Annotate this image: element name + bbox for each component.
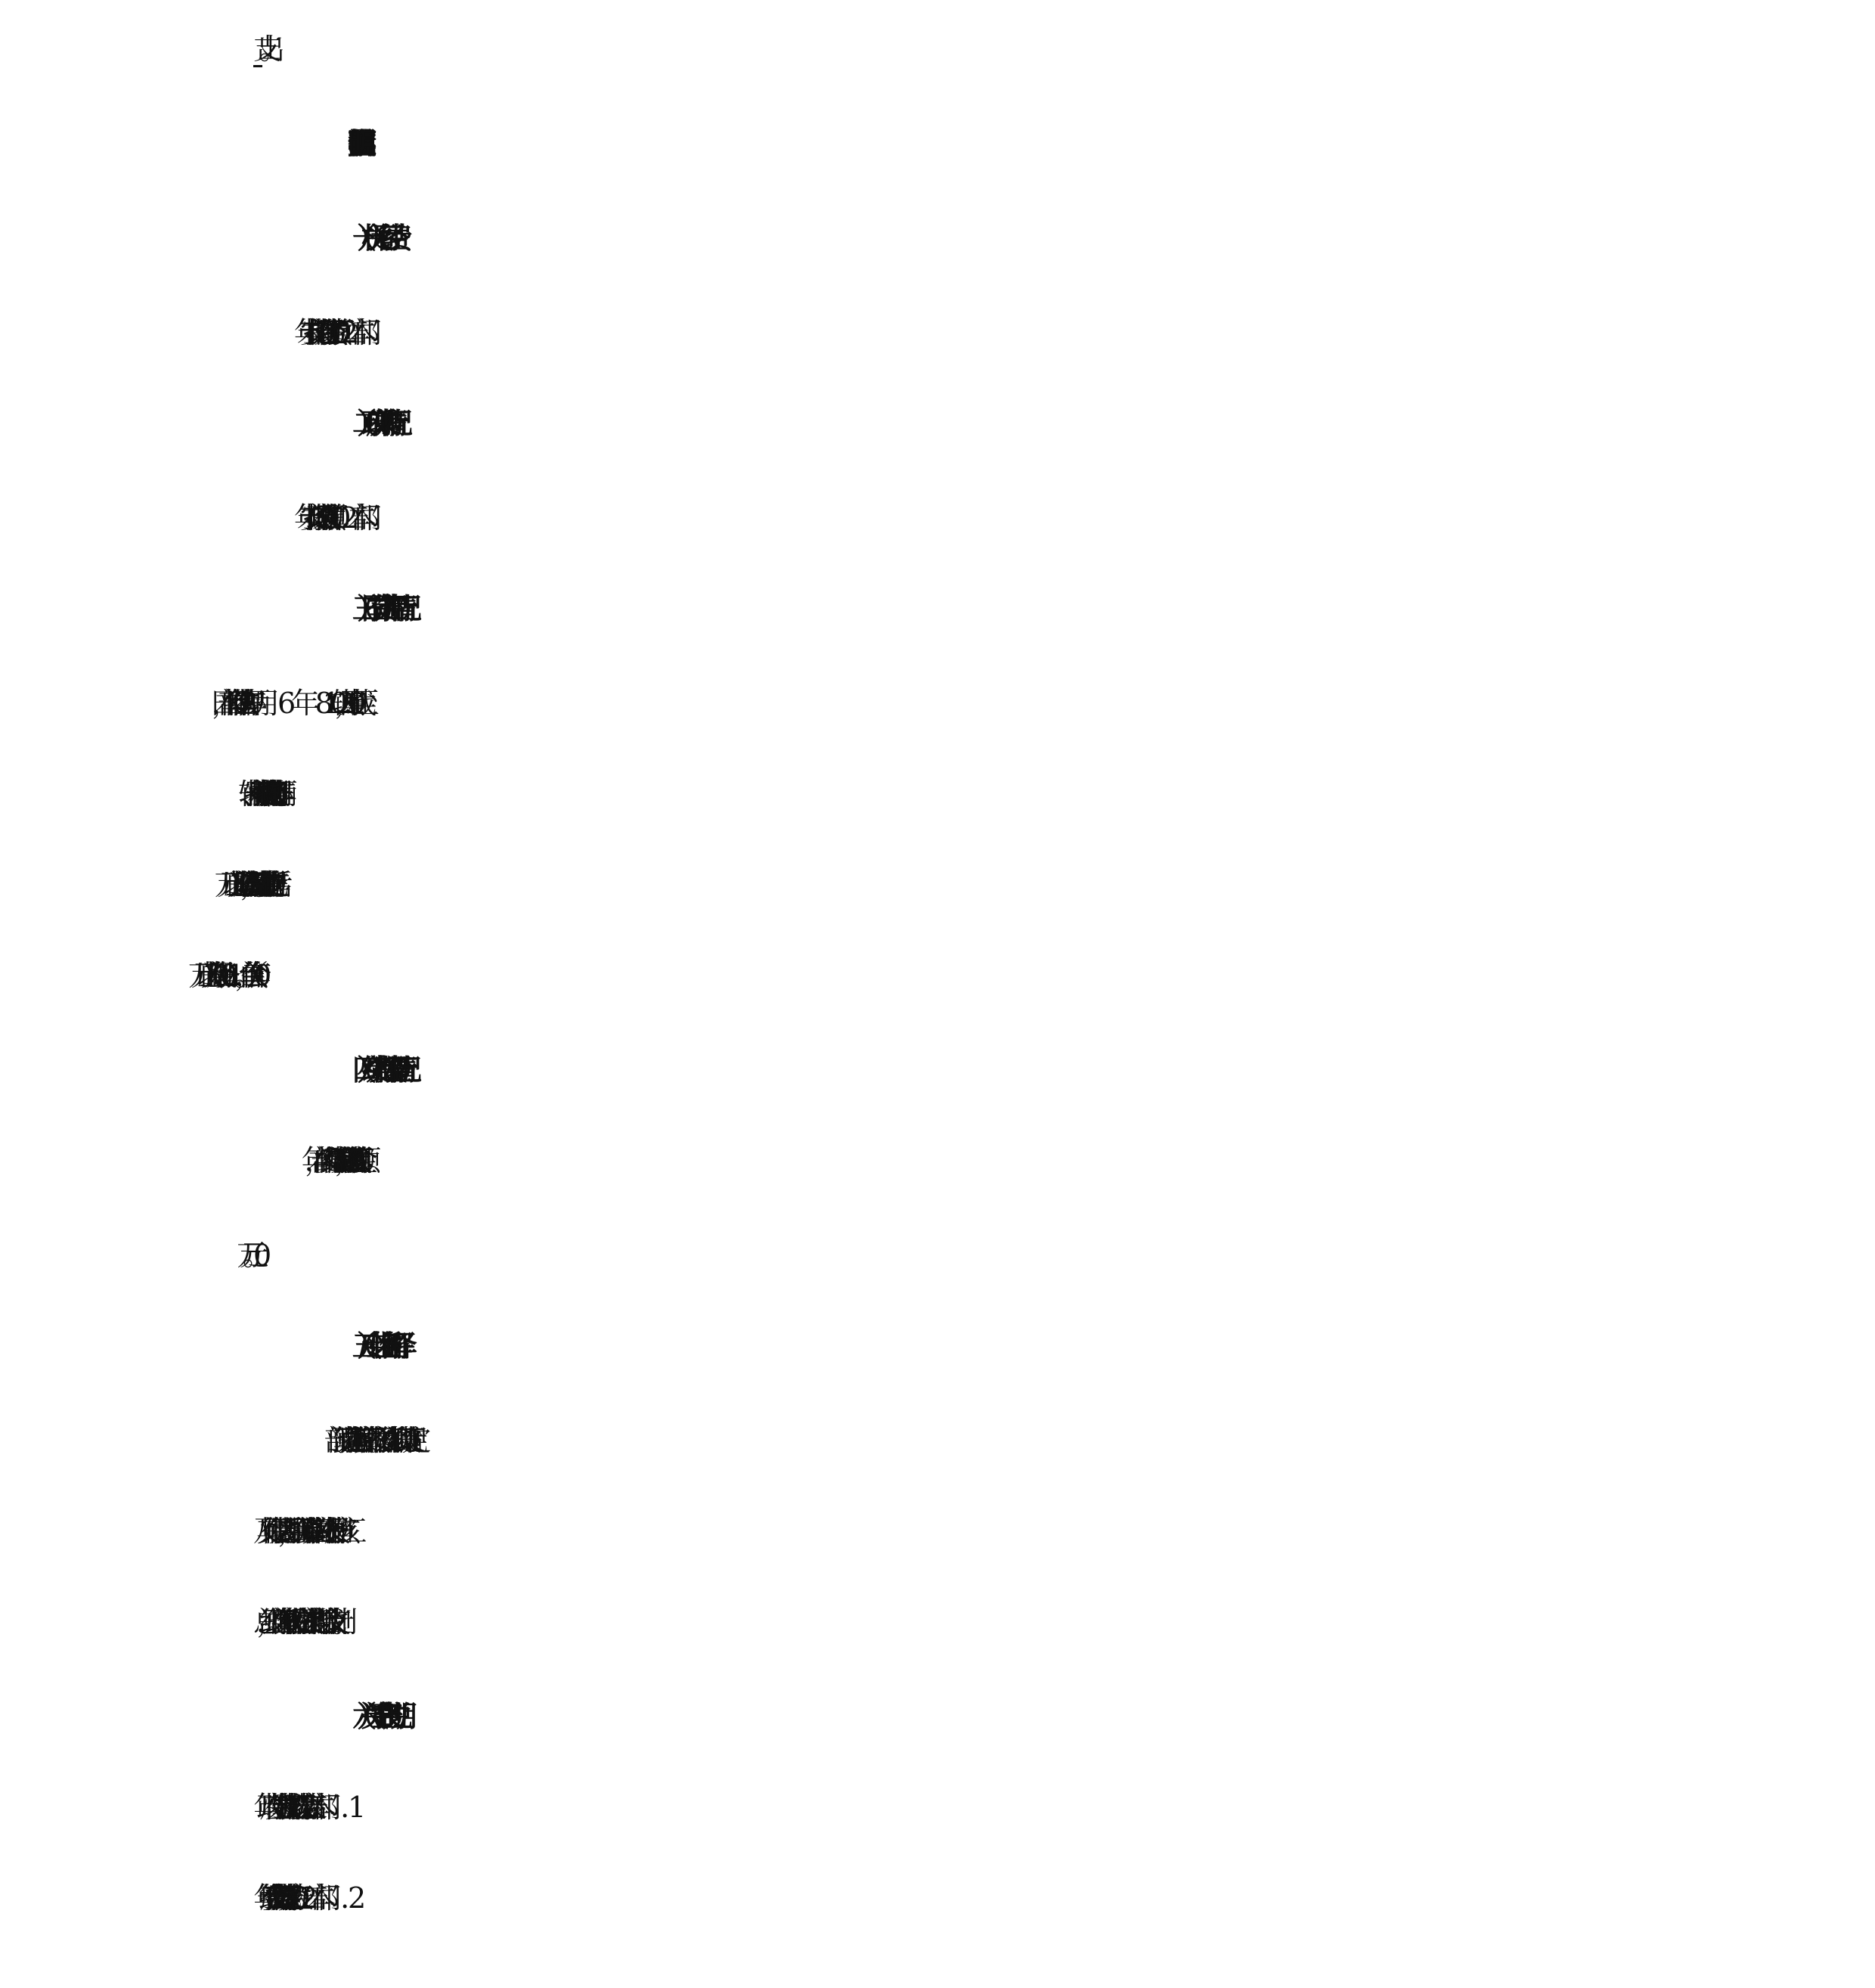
subsection-heading: （四）绩效目标设置情况 [348, 1053, 398, 1087]
subsection-heading: （二）政府采购情况 [348, 407, 389, 440]
text-segment: 个，涉及预算金额 [348, 1144, 356, 1177]
section-heading: 四、其他重要事项的情况说明 [348, 127, 349, 160]
paragraph-line [253, 764, 1660, 824]
paragraph-line [348, 488, 1754, 548]
subsection-heading: （一）机关运行经费 [348, 222, 389, 255]
paragraph-line [348, 302, 1754, 363]
subsection-heading: （三）国有资产占用情况 [348, 592, 398, 625]
subsection-heading: （六）关于空表的说明 [348, 1700, 394, 1733]
text-segment: 辆、特种专业技术用车辆、 [255, 777, 275, 811]
paragraph-line [253, 19, 1660, 79]
subsection-heading: （五）专业性名词解释 [348, 1329, 394, 1363]
paragraph-line [348, 1777, 1754, 1838]
paragraph-line [253, 854, 1660, 915]
paragraph-line [348, 1868, 1754, 1928]
paragraph-line [253, 945, 1660, 1006]
paragraph-line: 总，经财政部门审核后按程序依法批准的部门综合收支计划。 [253, 1605, 336, 1639]
continued-text: 支出。 [253, 33, 263, 66]
paragraph-line: 及其行使职能需要，组织所属预算单位编制并逐级上报、审核、汇 [253, 1515, 342, 1548]
text-segment: 一般公务用车 [253, 777, 256, 811]
paragraph-line [253, 1225, 1660, 1286]
paragraph-line [348, 673, 1660, 733]
paragraph-line: 1.部门预算。是指主管预算部门依据相关法律、法规和政策规定 [348, 1424, 406, 1457]
paragraph-line [348, 1130, 1660, 1191]
